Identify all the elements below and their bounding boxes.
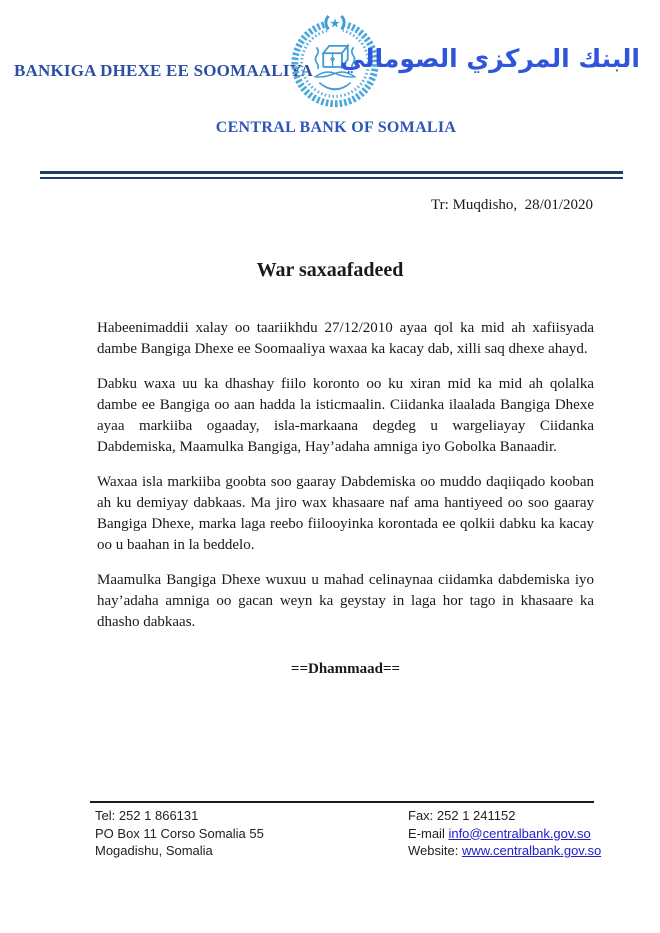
dateline: Tr: Muqdisho, 28/01/2020: [431, 197, 593, 213]
paragraph-2: Dabku waxa uu ka dhashay fiilo koronto oo ku xiran mid ka mid ah qolalka dambe ee Bangiga oo aan hadda la isticmaalin. Ciidanka ilaalada Bangiga Dhexe ayaa markiiba ogaaday, isla-markaana degdeg u wargeliayay Ciidanka Dabdemiska, Maamulka Bangiga, Hay’adaha amniga iyo Gobolka Banaadir.: [97, 376, 594, 455]
website-link[interactable]: www.centralbank.gov.so: [461, 843, 602, 858]
footer-email-line: [408, 825, 601, 843]
paragraph-3: Waxaa isla markiiba goobta soo gaaray Dabdemiska oo muddo daqiiqado kooban ah ku demiyay dabkaas. Ma jiro wax khasaare naf ama hantiyeed oo soo gaaray Bangiga Dhexe, marka laga reebo fiilooyinka korontada ee qolkii dabku ka kacay oo u baahan in la beddelo.: [97, 474, 594, 553]
footer-website-label: Website:: [408, 843, 462, 858]
footer-po-box: PO Box 11 Corso Somalia 55: [95, 825, 264, 841]
email-link[interactable]: info@centralbank.gov.so: [448, 825, 591, 841]
end-marker: ==Dhammaad==: [290, 661, 401, 677]
page-title: War saxaafadeed: [256, 259, 404, 281]
org-name-english: CENTRAL BANK OF SOMALIA: [215, 119, 457, 136]
bottom-bowl: [319, 83, 350, 90]
footer-city: Mogadishu, Somalia: [95, 843, 213, 858]
header-divider-rule: [40, 171, 623, 179]
footer-email-label: E-mail: [408, 825, 449, 841]
star-icon: ★: [329, 16, 341, 32]
right-crescent: [341, 16, 344, 29]
footer-divider-rule: [90, 801, 594, 803]
left-leopard-figure: [315, 47, 318, 69]
left-leaf: [315, 72, 335, 77]
document-body: [97, 318, 594, 678]
org-name-arabic: البنك المركزي الصومالي: [339, 44, 640, 73]
footer-fax: Fax: 252 1 241152: [408, 808, 516, 823]
footer-contact-right: [408, 807, 601, 860]
footer-contact-left: [95, 807, 264, 860]
paragraph-4: Maamulka Bangiga Dhexe wuxuu u mahad celinaynaa ciidamka dabdemiska iyo hay’adaha amniga oo gacan weyn ka geystay in laga hor tago in khasaare ka dhasho dabkaas.: [97, 572, 594, 630]
left-crescent: [326, 16, 329, 29]
footer-website-line: [408, 842, 601, 860]
paragraph-1: Habeenimaddii xalay oo taariikhdu 27/12/2010 ayaa qol ka mid ah xafiisyada dambe Bangiga Dhexe ee Soomaaliya waxaa ka kacay dab, xilli saq dhexe ahayd.: [97, 320, 594, 357]
org-name-somali: BANKIGA DHEXE EE SOOMAALIYA: [14, 61, 314, 80]
footer-tel: Tel: 252 1 866131: [95, 808, 199, 823]
